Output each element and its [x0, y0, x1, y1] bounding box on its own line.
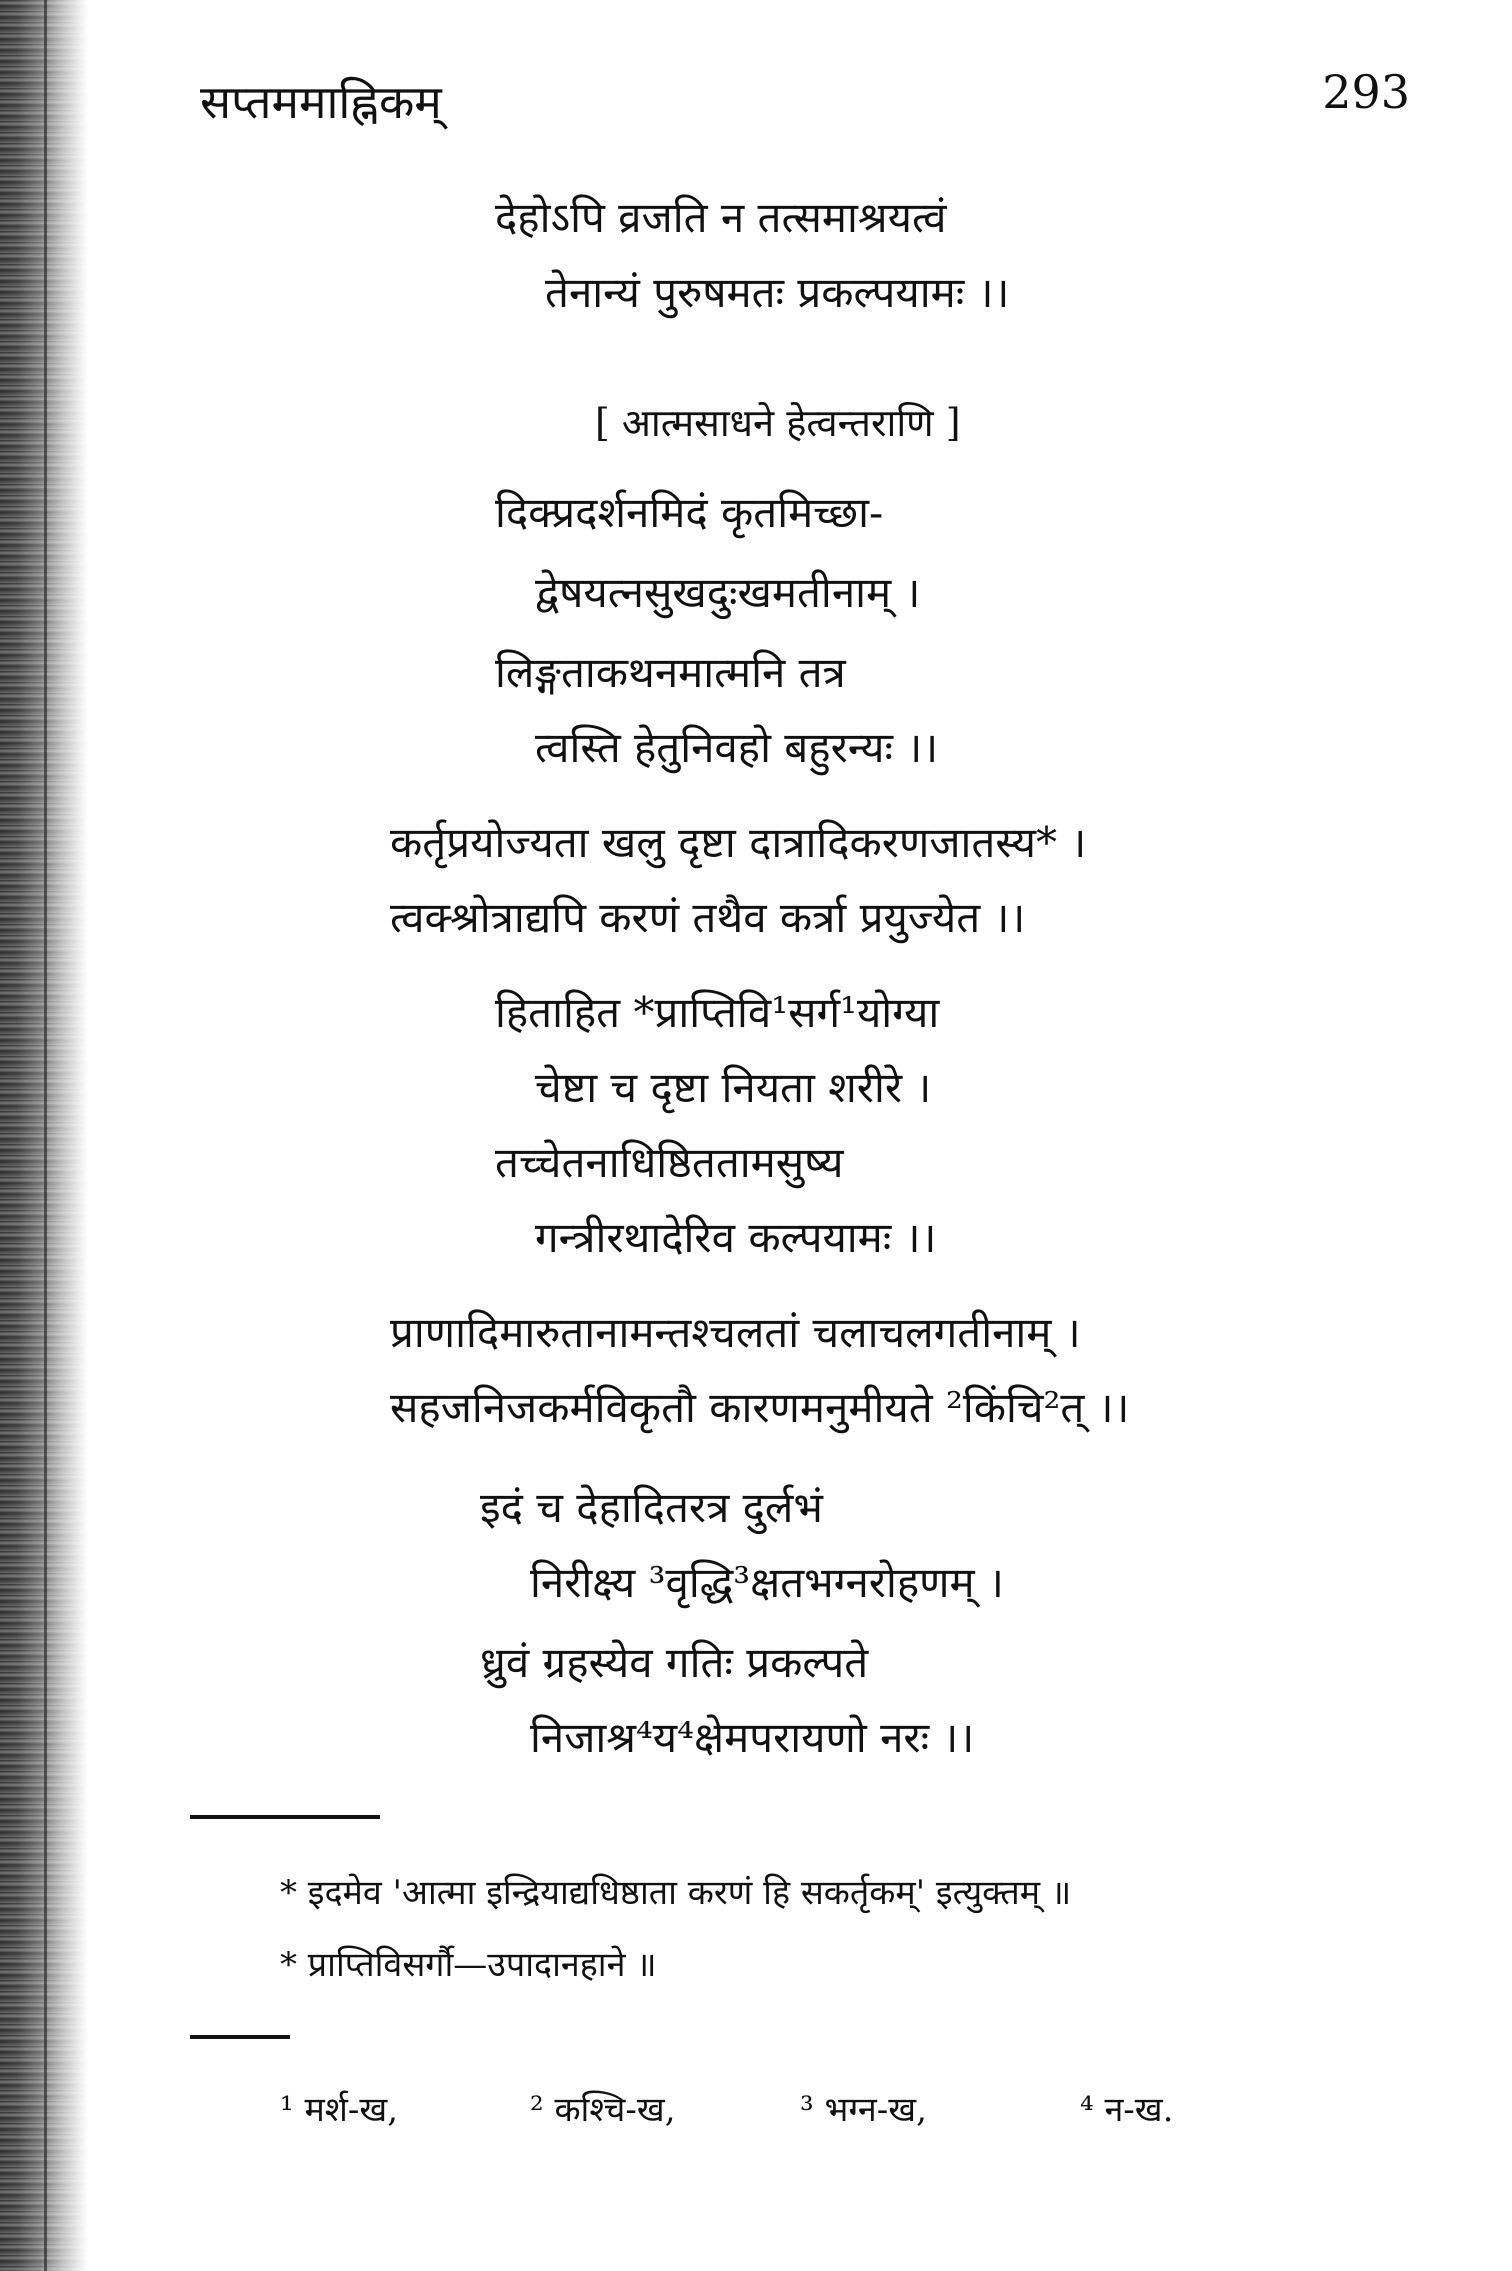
footnote-line: * इदमेव 'आत्मा इन्द्रियाद्यधिष्ठाता करणं हि सकर्तृकम्' इत्युक्तम् ॥	[280, 1873, 1072, 1913]
running-head: सप्तममाह्निकम्	[200, 75, 442, 129]
verse-line: ध्रुवं ग्रहस्येव गतिः प्रकल्पते	[480, 1638, 869, 1687]
verse-line: निजाश्र⁴य⁴क्षेमपरायणो नरः ।।	[530, 1713, 975, 1762]
page-number: 293	[1322, 65, 1410, 119]
variants-rule	[190, 2035, 290, 2039]
verse-line: निरीक्ष्य ³वृद्धि³क्षतभग्नरोहणम् ।	[530, 1558, 1004, 1607]
verse-line: गन्त्रीरथादेरिव कल्पयामः ।।	[535, 1213, 937, 1262]
variant-readings	[280, 2085, 1280, 2145]
footnote-rule	[190, 1815, 380, 1819]
verse-line: देहोऽपि व्रजति न तत्समाश्रयत्वं	[495, 193, 947, 242]
verse-line: सहजनिजकर्मविकृतौ कारणमनुमीयते ²किंचि²त् ।।	[390, 1383, 1130, 1432]
verse-line: प्राणादिमारुतानामन्तश्चलतां चलाचलगतीनाम् ।	[390, 1308, 1081, 1357]
variant-reading: ³ भग्न-ख,	[800, 2090, 927, 2130]
verse-line: त्वस्ति हेतुनिवहो बहुरन्यः ।।	[535, 723, 939, 772]
variant-reading: ² कश्चि-ख,	[530, 2090, 676, 2130]
variant-reading: ⁴ न-ख.	[1080, 2090, 1174, 2130]
section-heading: [ आत्मसाधने हेत्वन्तराणि ]	[595, 401, 961, 445]
verse-line: हिताहित *प्राप्तिवि¹सर्ग¹योग्या	[495, 988, 940, 1037]
verse-line: दिक्प्रदर्शनमिदं कृतमिच्छा-	[495, 488, 884, 537]
verse-line: द्वेषयत्नसुखदुःखमतीनाम् ।	[535, 568, 921, 617]
verse-line: त्वक्श्रोत्राद्यपि करणं तथैव कर्त्रा प्रयुज्येत ।।	[390, 893, 1026, 942]
verse-line: चेष्टा च दृष्टा नियता शरीरे ।	[535, 1063, 932, 1112]
footnote-line: * प्राप्तिविसर्गौ—उपादानहाने ॥	[280, 1945, 657, 1985]
verse-line: कर्तृप्रयोज्यता खलु दृष्टा दात्रादिकरणजातस्य* ।	[390, 818, 1087, 867]
page-header	[200, 62, 1410, 142]
verse-line: इदं च देहादितरत्र दुर्लभं	[480, 1483, 823, 1532]
verse-line: तेनान्यं पुरुषमतः प्रकल्पयामः ।।	[545, 268, 1010, 317]
verse-line: तच्चेतनाधिष्ठिततामसुष्य	[495, 1138, 844, 1187]
variant-reading: ¹ मर्श-ख,	[280, 2090, 398, 2130]
verse-line: लिङ्गताकथनमात्मनि तत्र	[495, 648, 846, 697]
binding-shadow-line	[44, 0, 47, 2271]
